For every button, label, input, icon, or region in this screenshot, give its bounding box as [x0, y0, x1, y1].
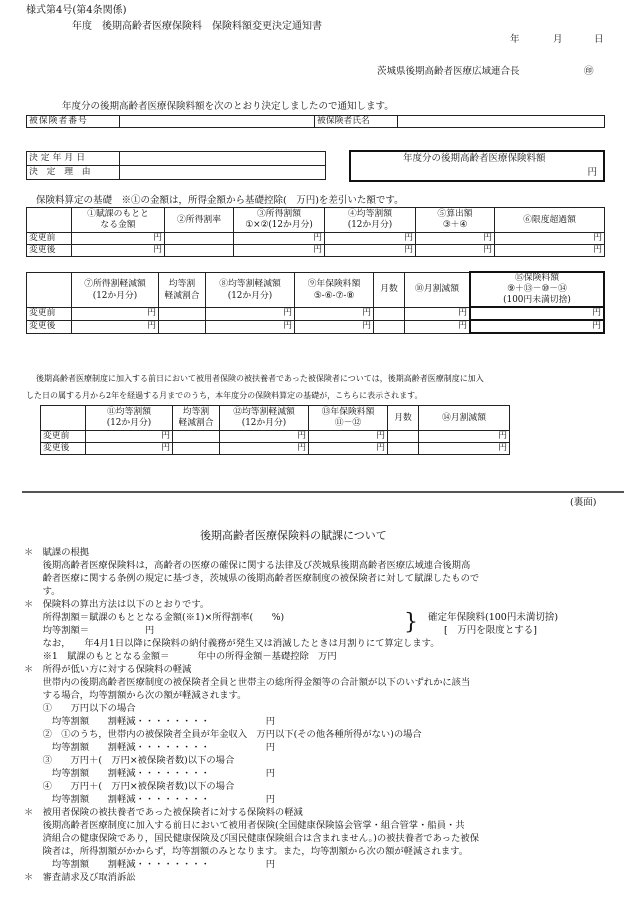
insured-name-value[interactable] [398, 116, 605, 128]
col-premium-amount: ⑮保険料額 ⑨＋⑬－⑩－⑭ (100円未満切捨) [470, 272, 604, 307]
back-line: 険者は，所得割額がかからず，均等割額のみとなります。また，均等割額から次の額が軽減されます。 [24, 846, 469, 857]
row-label: 変更前 [41, 431, 86, 443]
back-line: ＊ 所得が低い方に対する保険料の軽減 [24, 664, 192, 675]
back-line: 世帯内の後期高齢者医療制度の被保険者全員と世帯主の総所得金額等の合計額が以下のいずれかに該当 [24, 677, 471, 688]
back-line: 均等割額 割軽減・・・・・・・・ 円 [24, 859, 276, 870]
decision-date-value[interactable] [120, 152, 326, 166]
back-line: ＊ 賦課の根拠 [24, 547, 90, 558]
back-line: 済組合の健康保険であり，国民健康保険及び国民健康保険組合は含まれません。)の被扶養者であった被保 [24, 833, 479, 844]
col-months-2: 月数 [388, 406, 419, 431]
col-monthly-reduction-2: ⑭月割減額 [419, 406, 510, 431]
table-row: 変更前 円 円 円 円 [41, 431, 510, 443]
col-months: 月数 [374, 272, 405, 307]
dependent-table [40, 405, 510, 455]
col-income-reduction: ⑦所得割軽減額 (12か月分) [72, 272, 159, 307]
col-levy-base: ①賦課のもとと なる金額 [72, 208, 165, 233]
issuer-name: 茨城県後期高齢者医療広域連合長 [377, 66, 520, 77]
annual-amount-title: 年度分の後期高齢者医療保険料額 [403, 153, 546, 164]
back-line: す。 [24, 586, 61, 597]
annual-amount-box [349, 150, 605, 182]
basis-table-2 [26, 271, 605, 334]
date-day: 日 [594, 34, 604, 45]
basis-table-1 [26, 207, 605, 257]
seal-mark: ㊞ [584, 66, 594, 77]
back-line: ※1 賦課のもととなる金額＝ 年中の所得金額－基礎控除 万円 [24, 651, 337, 662]
col-income-amount: ③所得割額 ①×②(12か月分) [234, 208, 325, 233]
back-line: する場合，均等割額から次の額が軽減されます。 [24, 690, 247, 701]
date-month: 月 [553, 34, 563, 45]
row-label: 変更前 [27, 307, 72, 320]
col-equal-amount-12: ⑪均等割額 (12か月分) [86, 406, 173, 431]
table-row: 変更前 円 円 円 円 円 [27, 233, 605, 245]
back-line: 所得割額＝賦課のもととなる金額(※1)×所得割率( %) [24, 612, 285, 623]
col-monthly-reduction: ⑩月割減額 [405, 272, 471, 307]
col-equal-amount: ④均等割額 (12か月分) [325, 208, 416, 233]
col-limit-excess: ⑥限度超過額 [495, 208, 605, 233]
back-line: 均等割額 割軽減・・・・・・・・ 円 [24, 742, 276, 753]
decision-date-label: 決定年月日 [27, 152, 120, 166]
row-label: 変更後 [41, 443, 86, 455]
bracket-note-1: 確定年保険料(100円未満切捨) [428, 612, 559, 623]
date-year: 年 [510, 34, 520, 45]
col-income-rate: ②所得割率 [165, 208, 234, 233]
insured-number-label: 被保険者番号 [27, 116, 120, 128]
row-label: 変更後 [27, 245, 72, 257]
decision-reason-label: 決 定 理 由 [27, 166, 120, 180]
table-row: 変更前 円 円 円 円 円 [27, 307, 605, 320]
annual-amount-yen: 円 [587, 167, 597, 178]
back-line: ＊ 保険料の算出方法は以下のとおりです。 [24, 599, 210, 610]
back-title: 後期高齢者医療保険料の賦課について [200, 529, 387, 542]
col-annual-premium-2: ⑬年保険料額 ⑪－⑫ [309, 406, 388, 431]
back-line: なお， 年4月1日以降に保険料の納付義務が発生又は消滅したときは月割りにて算定します。 [24, 638, 440, 649]
bracket-note-2: [ 万円を限度とする] [444, 625, 537, 636]
back-line: ② ①のうち，世帯内の被保険者全員が年金収入 万円以下(その他各種所得がない)の場合 [24, 729, 422, 740]
row-label: 変更前 [27, 233, 72, 245]
col-equal-reduction-rate: 均等割 軽減割合 [159, 272, 206, 307]
table-row: 変更後 円 円 円 円 [41, 443, 510, 455]
col-equal-reduction: ⑧均等割軽減額 (12か月分) [206, 272, 295, 307]
back-side-label: (裏面) [570, 497, 597, 508]
back-line: ④ 万円＋( 万円×被保険者数)以下の場合 [24, 781, 235, 792]
decision-table [26, 151, 326, 180]
notice-text: 年度分の後期高齢者医療保険料額を次のとおり決定しましたので通知します。 [62, 101, 394, 112]
dependent-note-1: 後期高齢者医療制度に加入する前日において被用者保険の被扶養者であった被保険者については，後期高齢者医療制度に加入 [36, 374, 484, 383]
row-label: 変更後 [27, 320, 72, 333]
back-line: ③ 万円＋( 万円×被保険者数)以下の場合 [24, 755, 235, 766]
basis-caption: 保険料算定の基礎 ※①の金額は，所得金額から基礎控除( 万円)を差引いた額です。 [36, 195, 404, 206]
back-line: 齢者医療に関する条例の規定に基づき，茨城県の後期高齢者医療制度の被保険者に対して賦課したもので [24, 573, 480, 584]
col-annual-premium: ⑨年保険料額 ⑤-⑥-⑦-⑧ [295, 272, 374, 307]
table-row: 変更後 円 円 円 円 円 [27, 245, 605, 257]
insured-table [26, 115, 605, 128]
back-line: 後期高齢者医療制度に加入する前日において被用者保険(全国健康保険協会管掌・組合管掌・船員・共 [24, 820, 465, 831]
dependent-note-2: した日の属する月から2年を経過する月までのうち，本年度分の保険料算定の基礎が，こちらに表示されます。 [26, 391, 423, 400]
form-number: 様式第4号(第4条関係) [26, 5, 127, 16]
page-divider [22, 491, 624, 493]
page-title: 年度 後期高齢者医療保険料 保険料額変更決定通知書 [72, 21, 322, 32]
col-equal-reduction-rate-2: 均等割 軽減割合 [173, 406, 220, 431]
back-line: 均等割額＝ 円 [24, 625, 155, 636]
back-line: ① 万円以下の場合 [24, 703, 136, 714]
insured-number-value[interactable] [120, 116, 315, 128]
back-line: 均等割額 割軽減・・・・・・・・ 円 [24, 716, 276, 727]
brace-mark: } [404, 610, 418, 635]
insured-name-label: 被保険者氏名 [315, 116, 398, 128]
col-calculated: ⑤算出額 ③＋④ [416, 208, 495, 233]
back-line: 後期高齢者医療保険料は，高齢者の医療の確保に関する法律及び茨城県後期高齢者医療広域連合後期高 [24, 560, 471, 571]
back-line: 均等割額 割軽減・・・・・・・・ 円 [24, 794, 276, 805]
back-line: ＊ 被用者保険の被扶養者であった被保険者に対する保険料の軽減 [24, 807, 303, 818]
back-line: 均等割額 割軽減・・・・・・・・ 円 [24, 768, 276, 779]
table-row: 変更後 円 円 円 円 円 [27, 320, 605, 333]
back-line: ＊ 審査請求及び取消訴訟 [24, 872, 136, 883]
decision-reason-value[interactable] [120, 166, 326, 180]
col-equal-reduction-2: ⑫均等割軽減額 (12か月分) [220, 406, 309, 431]
